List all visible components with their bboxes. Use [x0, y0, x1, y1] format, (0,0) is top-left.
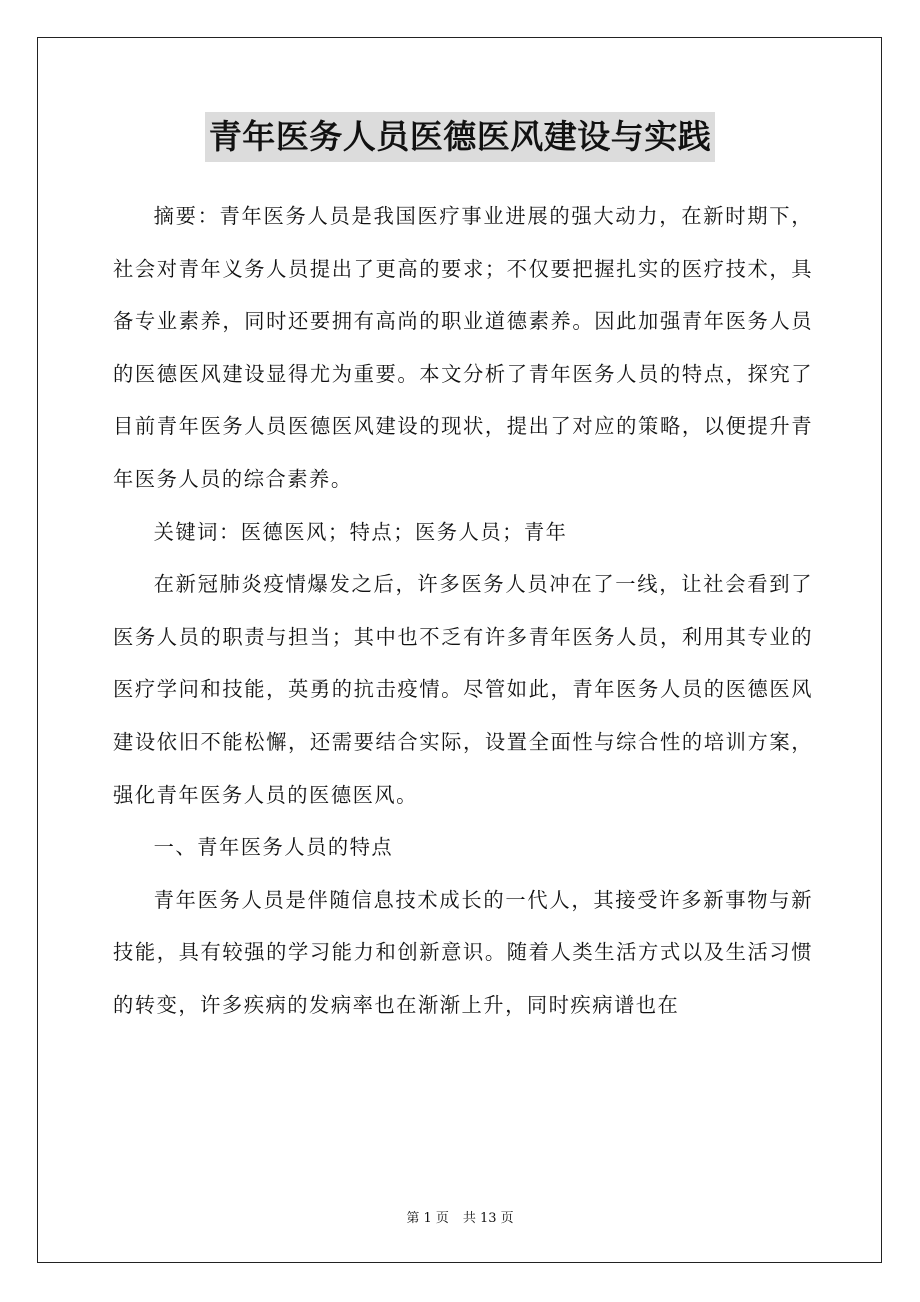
page-total: 共 13 页 [462, 1211, 514, 1226]
section-heading: 一、青年医务人员的特点 [153, 835, 394, 860]
abstract-paragraph: 摘要：青年医务人员是我国医疗事业进展的强大动力，在新时期下，社会对青年义务人员提出了更高的要求；不仅要把握扎实的医疗技术，具备专业素养，同时还要拥有高尚的职业道德素养。因此加强青年医务人员的医德医风建设显得尤为重要。本文分析了青年医务人员的特点，探究了目前青年医务人员医德医风建设的现状，提出了对应的策略，以便提升青年医务人员的综合素养。 [113, 204, 813, 491]
keywords-paragraph: 关键词：医德医风；特点；医务人员；青年 [153, 519, 568, 544]
section-paragraph: 青年医务人员是伴随信息技术成长的一代人，其接受许多新事物与新技能，具有较强的学习能力和创新意识。随着人类生活方式以及生活习惯的转变，许多疾病的发病率也在渐渐上升，同时疾病谱也在 [113, 887, 813, 1017]
title-container [0, 112, 920, 162]
document-body [113, 190, 813, 1032]
document-title: 青年医务人员医德医风建设与实践 [205, 112, 716, 162]
page-footer [0, 1207, 920, 1226]
intro-paragraph: 在新冠肺炎疫情爆发之后，许多医务人员冲在了一线，让社会看到了医务人员的职责与担当；其中也不乏有许多青年医务人员，利用其专业的医疗学问和技能，英勇的抗击疫情。尽管如此，青年医务人员的医德医风建设依旧不能松懈，还需要结合实际，设置全面性与综合性的培训方案，强化青年医务人员的医德医风。 [113, 572, 813, 807]
page-number: 第 1 页 [406, 1211, 449, 1226]
